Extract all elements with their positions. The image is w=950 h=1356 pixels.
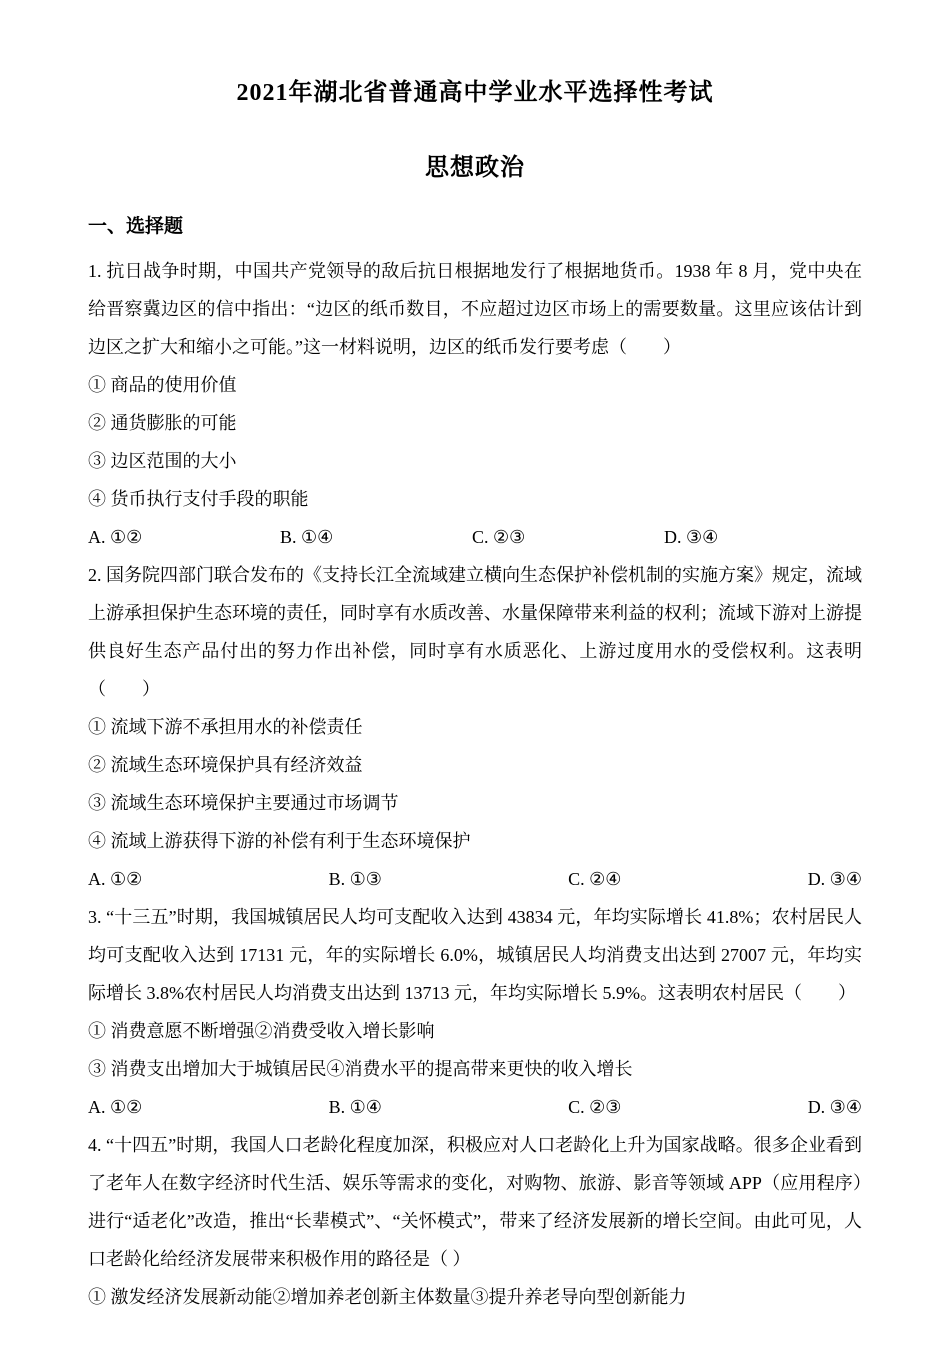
question-2-answer-a: A. ①② xyxy=(88,869,143,889)
question-2-answer-row xyxy=(88,860,862,898)
question-2-choice-4: ④ 流域上游获得下游的补偿有利于生态环境保护 xyxy=(88,831,471,851)
question-4 xyxy=(88,1126,862,1316)
section-heading: 一、选择题 xyxy=(88,216,184,237)
question-3-choice-line-1: ① 消费意愿不断增强②消费受收入增长影响 xyxy=(88,1021,435,1041)
question-1 xyxy=(88,252,862,556)
question-2-answer-d: D. ③④ xyxy=(807,869,862,889)
question-1-choice-3: ③ 边区范围的大小 xyxy=(88,451,237,471)
question-2-choice-1: ① 流域下游不承担用水的补偿责任 xyxy=(88,717,363,737)
question-1-choice-2: ② 通货膨胀的可能 xyxy=(88,413,237,433)
question-3-answer-a: A. ①② xyxy=(88,1097,143,1117)
question-2-answer-c: C. ②④ xyxy=(568,869,622,889)
question-2-choice-2: ② 流域生态环境保护具有经济效益 xyxy=(88,755,363,775)
question-1-answer-row xyxy=(88,518,862,556)
question-3-choice-line-2: ③ 消费支出增加大于城镇居民④消费水平的提高带来更快的收入增长 xyxy=(88,1059,633,1079)
question-4-stem: 4. “十四五”时期，我国人口老龄化程度加深，积极应对人口老龄化上升为国家战略。很多企业看到了老年人在数字经济时代生活、娱乐等需求的变化，对购物、旅游、影音等领域 APP（应用程序）进行“适老化”改造，推出“长辈模式”、“关怀模式”，带来了经济发展新的增长空间。由此可见，人口老龄化给经济发展带来积极作用的路径是（ ） xyxy=(88,1135,862,1269)
question-1-stem: 1. 抗日战争时期，中国共产党领导的敌后抗日根据地发行了根据地货币。1938 年 8 月，党中央在给晋察冀边区的信中指出：“边区的纸币数目，不应超过边区市场上的需要数量。这里应该估计到边区之扩大和缩小之可能。”这一材料说明，边区的纸币发行要考虑（ ） xyxy=(88,261,862,357)
question-1-answer-a: A. ①② xyxy=(88,527,143,547)
question-1-choice-1: ① 商品的使用价值 xyxy=(88,375,237,395)
exam-title: 2021年湖北省普通高中学业水平选择性考试 xyxy=(236,80,714,106)
question-1-answer-c: C. ②③ xyxy=(472,527,526,547)
question-2-stem: 2. 国务院四部门联合发布的《支持长江全流域建立横向生态保护补偿机制的实施方案》规定，流域上游承担保护生态环境的责任，同时享有水质改善、水量保障带来利益的权利；流域下游对上游提供良好生态产品付出的努力作出补偿，同时享有水质恶化、上游过度用水的受偿权利。这表明（ ） xyxy=(88,565,862,699)
question-1-choice-4: ④ 货币执行支付手段的职能 xyxy=(88,489,309,509)
question-4-choice-line-1: ① 激发经济发展新动能②增加养老创新主体数量③提升养老导向型创新能力 xyxy=(88,1287,687,1307)
question-3-answer-c: C. ②③ xyxy=(568,1097,622,1117)
question-2-choice-3: ③ 流域生态环境保护主要通过市场调节 xyxy=(88,793,399,813)
question-1-answer-b: B. ①④ xyxy=(280,527,334,547)
question-3-answer-d: D. ③④ xyxy=(807,1097,862,1117)
exam-subtitle: 思想政治 xyxy=(425,155,525,181)
question-2 xyxy=(88,556,862,898)
question-1-answer-d: D. ③④ xyxy=(664,527,719,547)
question-3-stem: 3. “十三五”时期，我国城镇居民人均可支配收入达到 43834 元，年均实际增长 41.8%；农村居民人均可支配收入达到 17131 元，年的实际增长 6.0%，城镇居民人均消费支出达到 27007 元，年均实际增长 3.8%农村居民人均消费支出达到 13713 元，年均实际增长 5.9%。这表明农村居民（ ） xyxy=(88,907,862,1003)
question-2-answer-b: B. ①③ xyxy=(328,869,382,889)
question-3-answer-row xyxy=(88,1088,862,1126)
question-3 xyxy=(88,898,862,1126)
question-3-answer-b: B. ①④ xyxy=(328,1097,382,1117)
